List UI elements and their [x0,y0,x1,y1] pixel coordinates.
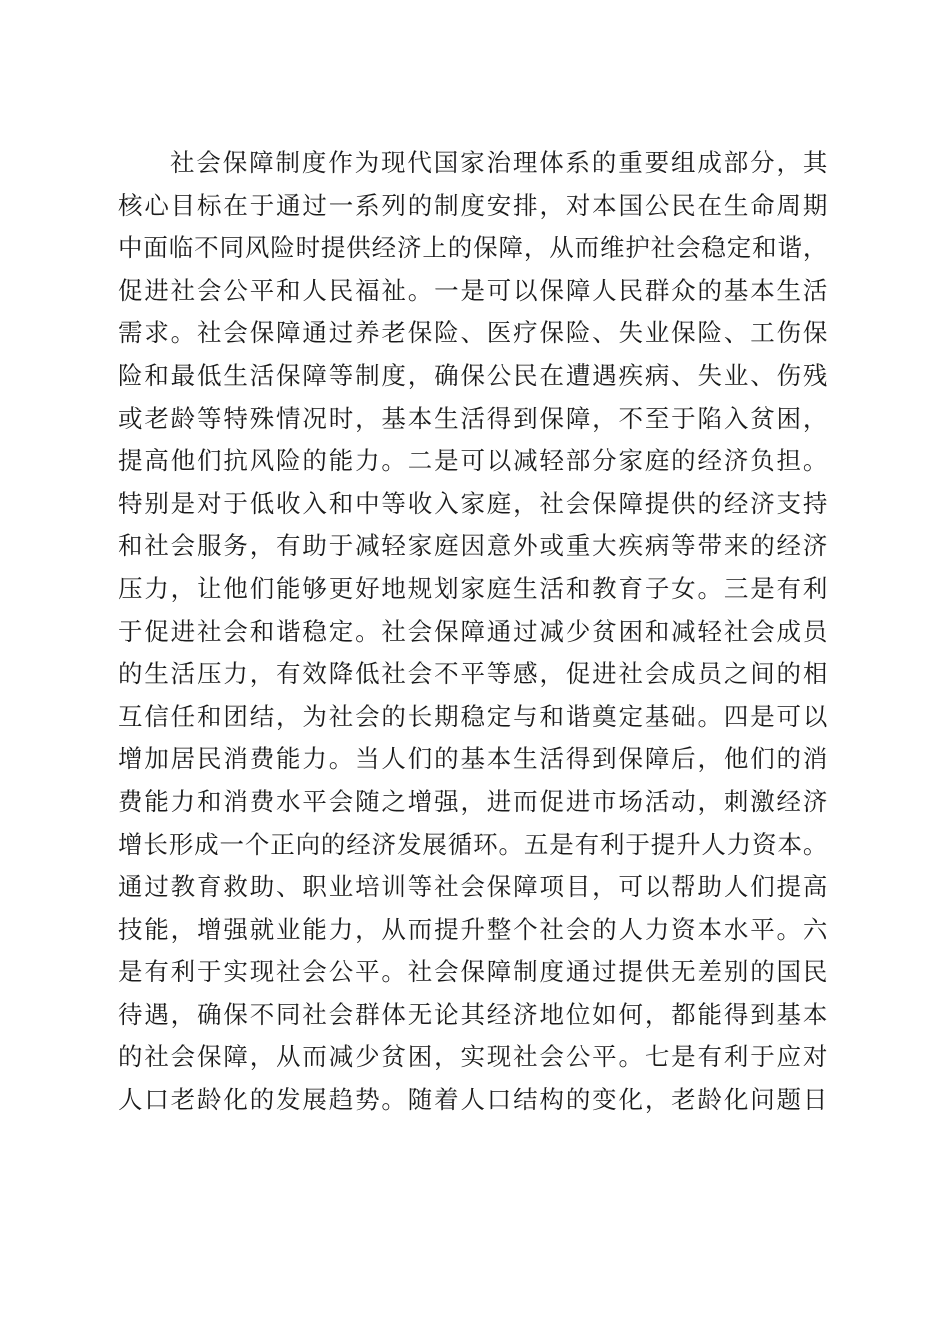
paragraph-line: 待遇，确保不同社会群体无论其经济地位如何，都能得到基本 [118,999,828,1029]
paragraph-line: 特别是对于低收入和中等收入家庭，社会保障提供的经济支持 [118,488,828,518]
paragraph-line: 或老龄等特殊情况时，基本生活得到保障，不至于陷入贫困， [118,403,828,433]
paragraph-line: 促进社会公平和人民福祉。一是可以保障人民群众的基本生活 [118,275,828,305]
paragraph-line: 提高他们抗风险的能力。二是可以减轻部分家庭的经济负担。 [118,446,828,476]
paragraph-line: 是有利于实现社会公平。社会保障制度通过提供无差别的国民 [118,957,828,987]
paragraph-line: 的社会保障，从而减少贫困，实现社会公平。七是有利于应对 [118,1042,828,1072]
paragraph-line: 人口老龄化的发展趋势。随着人口结构的变化，老龄化问题日 [118,1085,828,1115]
paragraph-line: 中面临不同风险时提供经济上的保障，从而维护社会稳定和谐， [118,233,828,263]
paragraph-line: 费能力和消费水平会随之增强，进而促进市场活动，刺激经济 [118,786,828,816]
paragraph-line: 压力，让他们能够更好地规划家庭生活和教育子女。三是有利 [118,573,828,603]
paragraph-line: 需求。社会保障通过养老保险、医疗保险、失业保险、工伤保 [118,318,828,348]
paragraph-line: 增加居民消费能力。当人们的基本生活得到保障后，他们的消 [118,744,828,774]
paragraph-line: 的生活压力，有效降低社会不平等感，促进社会成员之间的相 [118,659,828,689]
paragraph-line: 互信任和团结，为社会的长期稳定与和谐奠定基础。四是可以 [118,701,828,731]
paragraph-line: 核心目标在于通过一系列的制度安排，对本国公民在生命周期 [118,190,828,220]
paragraph-line: 增长形成一个正向的经济发展循环。五是有利于提升人力资本。 [118,829,828,859]
paragraph-line: 险和最低生活保障等制度，确保公民在遭遇疾病、失业、伤残 [118,360,828,390]
paragraph-line: 和社会服务，有助于减轻家庭因意外或重大疾病等带来的经济 [118,531,828,561]
paragraph-line: 通过教育救助、职业培训等社会保障项目，可以帮助人们提高 [118,872,828,902]
paragraph-line: 社会保障制度作为现代国家治理体系的重要组成部分，其 [170,148,828,177]
paragraph-line: 于促进社会和谐稳定。社会保障通过减少贫困和减轻社会成员 [118,616,828,646]
paragraph-line: 技能，增强就业能力，从而提升整个社会的人力资本水平。六 [118,914,828,944]
body-paragraph [118,142,828,1122]
